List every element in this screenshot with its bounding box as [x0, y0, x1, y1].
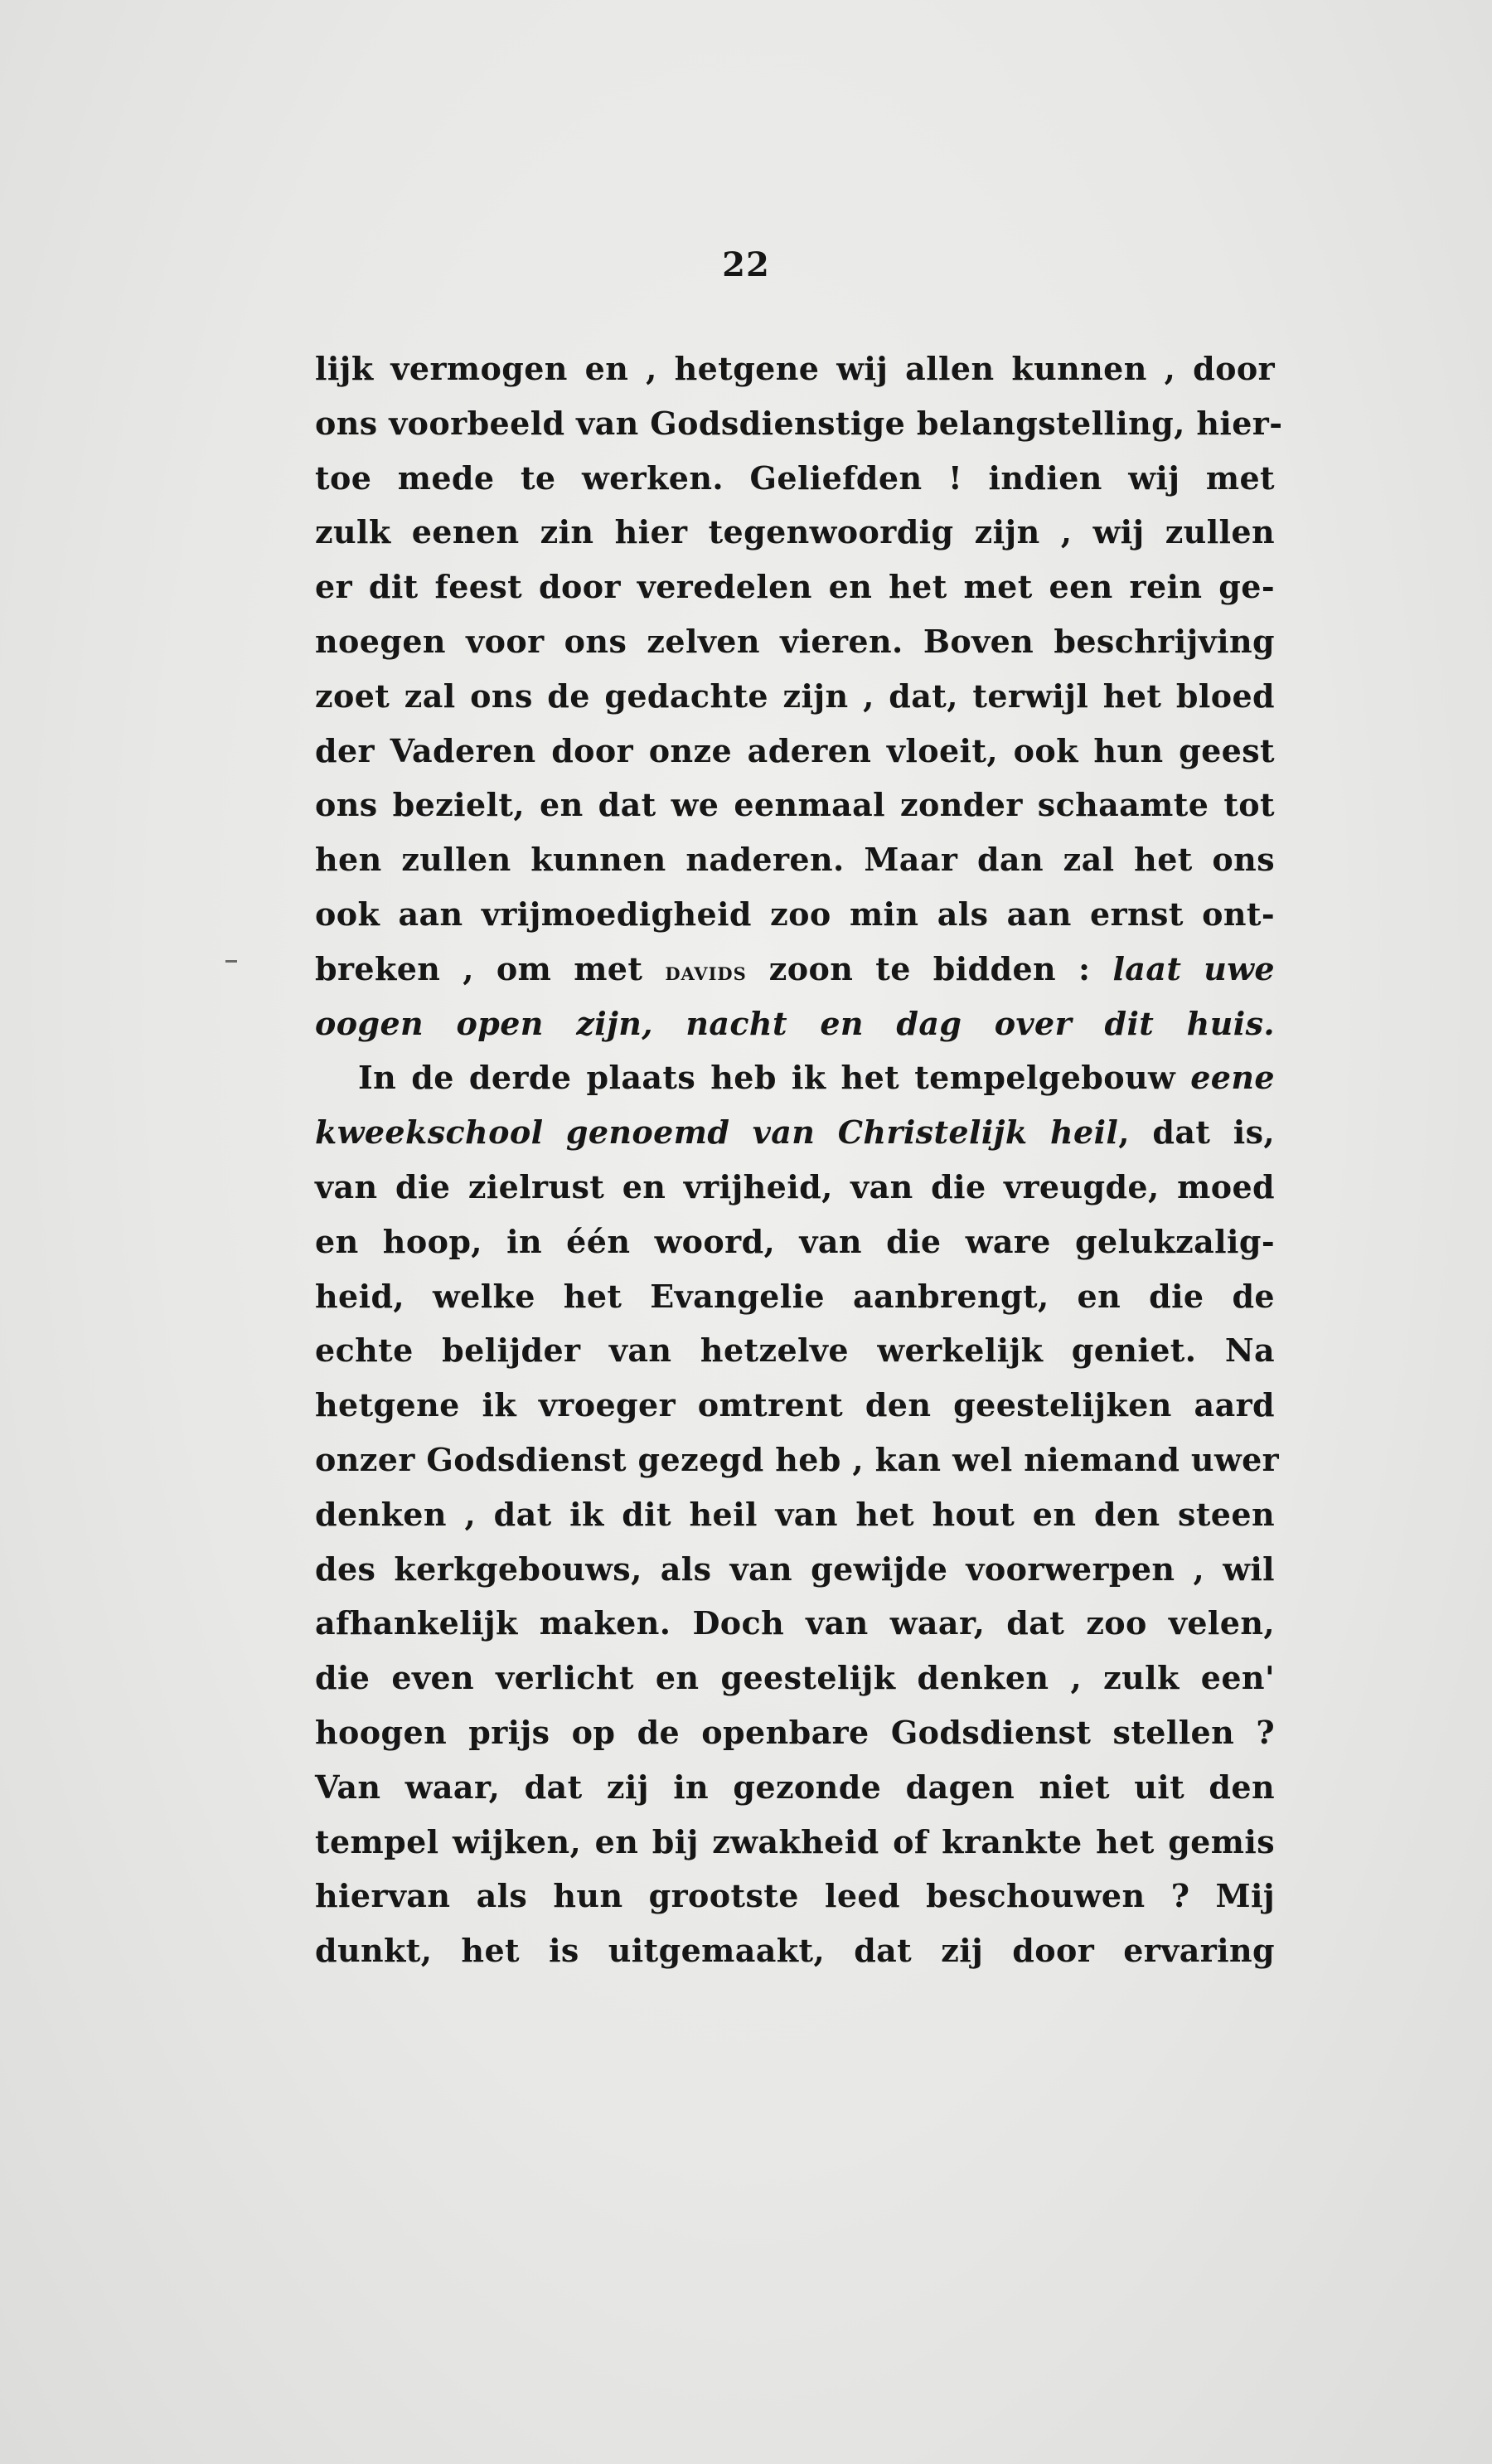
text-line: [315, 887, 1275, 942]
text-line: [315, 1923, 1275, 1978]
text-line: [315, 724, 1275, 778]
line-text: Van waar, dat zij in gezonde dagen niet uit den: [315, 1768, 1275, 1806]
line-text: In de derde plaats heb ik het tempelgebouw: [358, 1059, 1191, 1097]
line-text: zoon te bidden :: [746, 949, 1113, 987]
line-text: en hoop, in één woord, van die ware gelukzalig-: [315, 1222, 1275, 1260]
text-line: [315, 1269, 1275, 1324]
text-line: [315, 1378, 1275, 1433]
body-text: [315, 342, 1283, 1978]
line-text: der Vaderen door onze aderen vloeit, ook hun geest: [315, 731, 1275, 769]
text-line: [315, 778, 1275, 832]
line-text: ons bezielt, en dat we eenmaal zonder schaamte tot: [315, 786, 1275, 824]
line-text: heid, welke het Evangelie aanbrengt, en die de: [315, 1277, 1275, 1315]
text-line: [315, 669, 1275, 724]
line-text: hetgene ik vroeger omtrent den geestelijken aard: [315, 1386, 1275, 1424]
text-line: [315, 1651, 1275, 1705]
text-line: [315, 1596, 1275, 1651]
line-text: des kerkgebouws, als van gewijde voorwerpen , wil: [315, 1550, 1275, 1588]
line-text: breken , om met: [315, 949, 666, 987]
text-line: [315, 1869, 1275, 1923]
line-text: die even verlicht en geestelijk denken , zulk een': [315, 1659, 1275, 1697]
line-text: er dit feest door veredelen en het met een rein ge-: [315, 568, 1275, 606]
text-line: [315, 1433, 1280, 1487]
italic-text: oogen open zijn, nacht en dag over dit huis.: [315, 1004, 1275, 1042]
smallcaps-text: davids: [665, 956, 747, 986]
text-line: [315, 1705, 1275, 1760]
text-line: [315, 997, 1275, 1051]
line-text: lijk vermogen en , hetgene wij allen kunnen , door: [315, 350, 1275, 387]
text-line: [315, 614, 1275, 669]
text-line: [315, 1815, 1275, 1870]
line-text: onzer Godsdienst gezegd heb , kan wel niemand uwer: [315, 1440, 1280, 1478]
text-line: [315, 1760, 1275, 1815]
line-text: zulk eenen zin hier tegenwoordig zijn , wij zullen: [315, 513, 1275, 551]
line-text: noegen voor ons zelven vieren. Boven beschrijving: [315, 622, 1275, 660]
text-line: [315, 942, 1275, 997]
italic-text: laat uwe: [1112, 949, 1275, 987]
text-line: [315, 1160, 1275, 1215]
text-line: [315, 1215, 1275, 1269]
line-text: van die zielrust en vrijheid, van die vreugde, moed: [315, 1167, 1275, 1205]
text-line: [315, 560, 1275, 614]
text-line: [315, 451, 1275, 506]
text-line: [315, 396, 1283, 451]
text-line: [315, 1323, 1275, 1378]
page-number: 22: [722, 245, 770, 284]
line-text: , dat is,: [1118, 1113, 1276, 1152]
italic-text: kweekschool genoemd van Christelijk heil: [315, 1113, 1119, 1152]
line-text: zoet zal ons de gedachte zijn , dat, terwijl het bloed: [315, 677, 1275, 715]
line-text: tempel wijken, en bij zwakheid of krankte het gemis: [315, 1822, 1275, 1860]
line-text: afhankelijk maken. Doch van waar, dat zoo velen,: [315, 1604, 1275, 1642]
line-text: hen zullen kunnen naderen. Maar dan zal het ons: [315, 841, 1275, 879]
text-line: [315, 1542, 1275, 1597]
margin-mark: [225, 960, 237, 963]
line-text: dunkt, het is uitgemaakt, dat zij door ervaring: [315, 1932, 1275, 1970]
text-line: [315, 1487, 1275, 1542]
italic-text: eene: [1190, 1059, 1275, 1097]
line-text: ons voorbeeld van Godsdienstige belangstelling, hier-: [315, 404, 1283, 442]
text-line: [315, 1105, 1275, 1160]
line-text: echte belijder van hetzelve werkelijk geniet. Na: [315, 1331, 1275, 1370]
line-text: toe mede te werken. Geliefden ! indien wij met: [315, 458, 1275, 497]
text-line: [315, 832, 1275, 887]
line-text: ook aan vrijmoedigheid zoo min als aan ernst ont-: [315, 895, 1275, 933]
text-line: [315, 342, 1275, 396]
line-text: denken , dat ik dit heil van het hout en den steen: [315, 1495, 1275, 1533]
line-text: hoogen prijs op de openbare Godsdienst stellen ?: [315, 1713, 1275, 1751]
text-line: [315, 1050, 1275, 1105]
text-line: [315, 505, 1275, 560]
line-text: hiervan als hun grootste leed beschouwen ? Mij: [315, 1877, 1275, 1915]
